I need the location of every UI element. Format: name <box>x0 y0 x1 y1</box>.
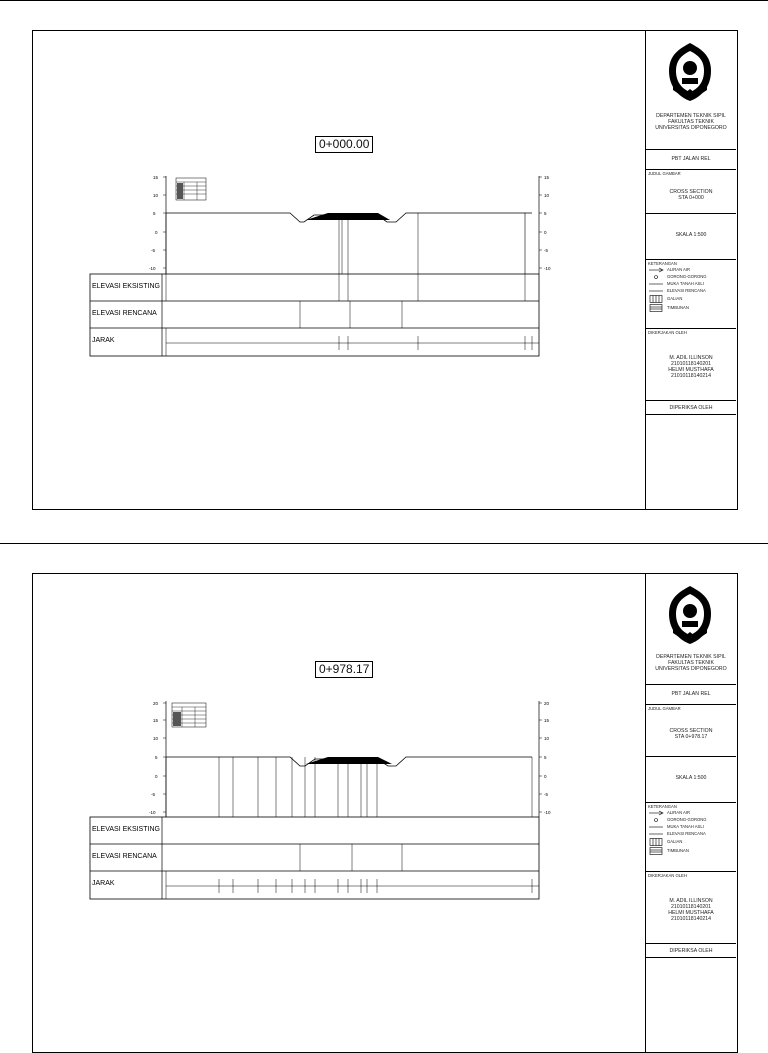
axis-tick-right: -5 <box>544 792 549 797</box>
drawing-title-line-2: STA 0+978.17 <box>674 734 708 740</box>
row-label-elevasi-eksisting: ELEVASI EKSISTING <box>92 826 160 833</box>
department-name: DEPARTEMEN TEKNIK SIPIL <box>656 654 726 660</box>
axis-tick-right: 0 <box>544 230 547 235</box>
axis-tick-left: 0 <box>155 774 158 779</box>
designer-label: DIKERJAKAN OLEH <box>648 330 687 335</box>
checker-label: DIPERIKSA OLEH <box>646 401 736 415</box>
scale-label: SKALA 1:500 <box>646 757 736 803</box>
designer-name-1: M. ADIL ILLINSON <box>669 898 713 904</box>
legend-item: GALIAN <box>648 294 734 303</box>
axis-tick-left: 20 <box>153 701 159 706</box>
axis-tick-right: 15 <box>544 718 550 723</box>
embankment-shape <box>306 757 392 764</box>
title-block <box>646 573 738 1053</box>
designer-name-2: HELMI MUSTHAFA <box>668 910 714 916</box>
row-label-jarak: JARAK <box>92 337 115 344</box>
title-block-header <box>646 574 736 685</box>
drawing-title-line-1: CROSS SECTION <box>669 728 713 734</box>
checker-label: DIPERIKSA OLEH <box>646 944 736 958</box>
legend-item: TIMBUNAN <box>648 303 734 312</box>
axis-tick-right: 20 <box>544 701 550 706</box>
axis-tick-left: 0 <box>155 230 158 235</box>
axis-tick-right: 10 <box>544 193 550 198</box>
legend-item: GALIAN <box>648 837 734 846</box>
axis-tick-right: -5 <box>544 248 549 253</box>
drawing-sheet-1 <box>0 30 768 510</box>
designer-label: DIKERJAKAN OLEH <box>648 873 687 878</box>
cross-section-drawing <box>32 30 646 510</box>
legend-item: ELEVASI RENCANA <box>667 831 706 836</box>
station-label: 0+000.00 <box>315 136 373 153</box>
axis-tick-left: -5 <box>151 792 156 797</box>
sheet-separator-top <box>0 0 768 1</box>
drawing-title-line-2: STA 0+000 <box>678 195 704 201</box>
row-label-jarak: JARAK <box>92 880 115 887</box>
university-logo-icon <box>667 584 713 646</box>
legend-item: GORONG-GORONG <box>648 273 734 280</box>
legend-item: MUKA TANAH ASLI <box>667 824 704 829</box>
legend-item: GORONG-GORONG <box>648 816 734 823</box>
legend-item: ELEVASI RENCANA <box>667 288 706 293</box>
axis-tick-left: -5 <box>151 248 156 253</box>
axis-tick-right: -10 <box>544 810 551 815</box>
university-name: UNIVERSITAS DIPONEGORO <box>655 666 727 672</box>
legend-item: ALIRAN AIR <box>648 809 734 816</box>
designer-id-2: 21010118140214 <box>670 916 711 922</box>
drawing-sheet-2 <box>0 573 768 1053</box>
axis-tick-left: -10 <box>149 810 156 815</box>
axis-tick-left: 15 <box>153 718 159 723</box>
faculty-name: FAKULTAS TEKNIK <box>668 660 714 666</box>
designer-cell <box>646 329 736 401</box>
small-data-table <box>172 703 206 727</box>
cross-section-svg <box>32 30 646 510</box>
axis-tick-left: 15 <box>153 175 159 180</box>
axis-tick-left: -10 <box>149 266 156 271</box>
row-label-elevasi-rencana: ELEVASI RENCANA <box>92 310 157 317</box>
designer-name-2: HELMI MUSTHAFA <box>668 367 714 373</box>
drawing-title-cell <box>646 170 736 214</box>
project-name: PBT JALAN REL <box>646 150 736 170</box>
sheet-separator-middle <box>0 543 768 544</box>
designer-cell <box>646 872 736 944</box>
cross-section-drawing <box>32 573 646 1053</box>
legend-item: ALIRAN AIR <box>648 266 734 273</box>
scale-label: SKALA 1:500 <box>646 214 736 260</box>
axis-tick-right: 5 <box>544 755 547 760</box>
cross-section-svg <box>32 573 646 1053</box>
drawing-title-cell <box>646 705 736 757</box>
axis-tick-right: 0 <box>544 774 547 779</box>
faculty-name: FAKULTAS TEKNIK <box>668 119 714 125</box>
designer-name-1: M. ADIL ILLINSON <box>669 355 713 361</box>
station-label: 0+978.17 <box>315 661 373 678</box>
designer-id-1: 21010118140201 <box>670 904 711 910</box>
drawing-title-label: JUDUL GAMBAR <box>648 171 681 176</box>
legend-label: KETERANGAN <box>648 261 677 266</box>
axis-tick-right: 15 <box>544 175 550 180</box>
axis-tick-left: 10 <box>153 736 159 741</box>
legend-cell <box>646 803 736 872</box>
drawing-title-line-1: CROSS SECTION <box>669 189 713 195</box>
axis-tick-left: 5 <box>153 211 156 216</box>
row-label-elevasi-rencana: ELEVASI RENCANA <box>92 853 157 860</box>
legend-cell <box>646 260 736 329</box>
axis-tick-right: 10 <box>544 736 550 741</box>
legend-item: MUKA TANAH ASLI <box>667 281 704 286</box>
drawing-title-label: JUDUL GAMBAR <box>648 706 681 711</box>
title-block-header <box>646 31 736 150</box>
axis-tick-left: 5 <box>155 755 158 760</box>
designer-id-2: 21010118140214 <box>670 373 711 379</box>
university-name: UNIVERSITAS DIPONEGORO <box>655 125 727 131</box>
small-data-table <box>176 178 206 200</box>
legend-label: KETERANGAN <box>648 804 677 809</box>
university-logo-icon <box>667 41 713 103</box>
title-block <box>646 30 738 510</box>
designer-id-1: 21010118140201 <box>670 361 711 367</box>
row-label-elevasi-eksisting: ELEVASI EKSISTING <box>92 283 160 290</box>
legend-item: TIMBUNAN <box>648 846 734 855</box>
axis-tick-right: 5 <box>544 211 547 216</box>
project-name: PBT JALAN REL <box>646 685 736 705</box>
department-name: DEPARTEMEN TEKNIK SIPIL <box>656 113 726 119</box>
axis-tick-left: 10 <box>153 193 159 198</box>
axis-tick-right: -10 <box>544 266 551 271</box>
